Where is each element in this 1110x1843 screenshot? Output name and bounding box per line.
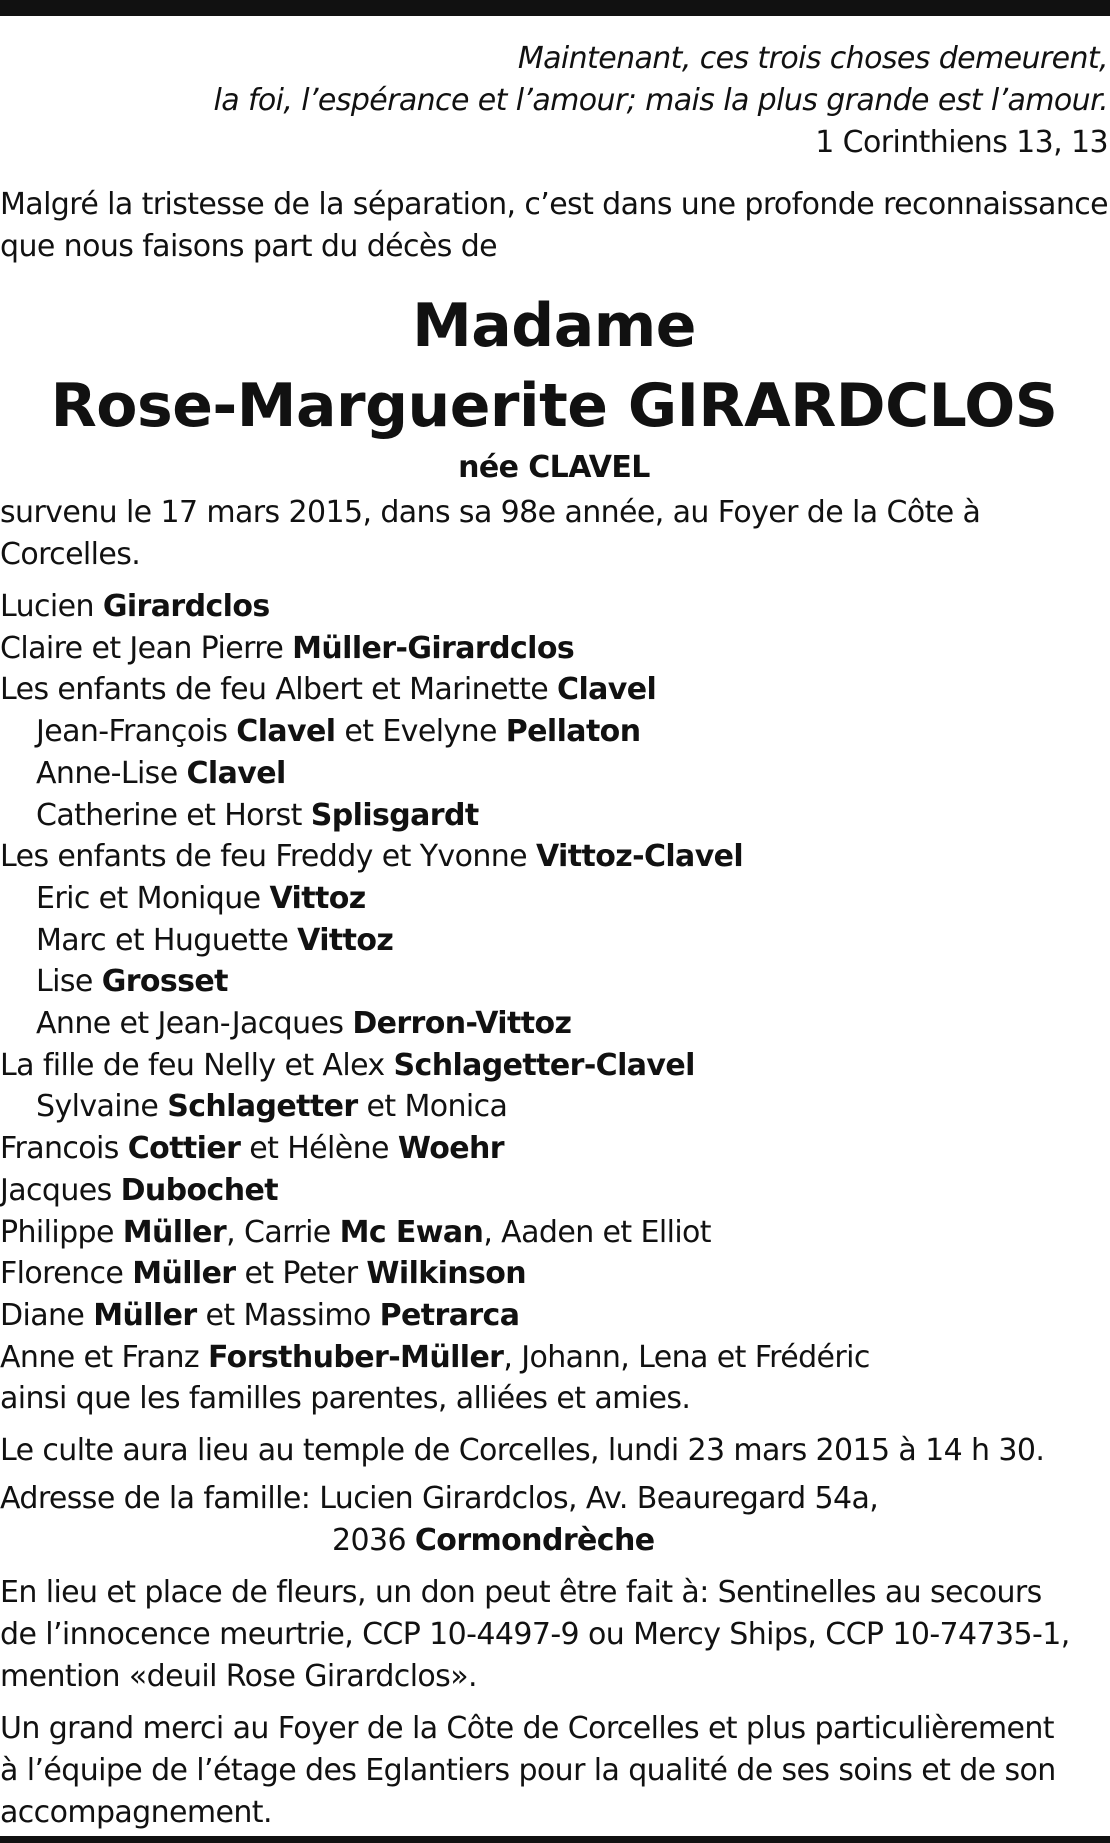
family-text: et Massimo [196,1297,380,1333]
address-line: Adresse de la famille: Lucien Girardclos, Av. Beauregard 54a, [0,1481,879,1517]
family-text: Catherine et Horst [36,797,311,833]
family-text: , Carrie [226,1214,340,1250]
family-surname: Woehr [397,1131,504,1167]
family-surname: Müller [122,1214,227,1250]
birth-name: née CLAVEL [458,450,650,485]
family-member-line [0,628,1108,670]
family-text: Marc et Huguette [36,922,298,958]
family-surname: Vittoz-Clavel [535,839,744,875]
family-text: Claire et Jean Pierre [0,630,293,666]
family-surname: Derron-Vittoz [352,1006,572,1042]
family-text: Lucien [0,589,103,624]
thanks-paragraph [0,1708,1108,1834]
family-surname: Vittoz [297,922,394,958]
family-text: Eric et Monique [36,880,270,916]
family-text: Anne et Jean-Jacques [36,1006,353,1042]
family-surname: Cottier [127,1131,241,1167]
bottom-rule [0,1836,1110,1843]
family-member-line [0,669,1108,711]
family-text: Anne et Franz [0,1339,208,1375]
family-surname: Schlagetter [167,1089,358,1125]
donation-line: mention «deuil Rose Girardclos». [0,1659,477,1695]
family-text: Jean-François [36,714,237,750]
family-text: , Aaden et Elliot [483,1214,711,1250]
intro-line: que nous faisons part du décès de [0,229,498,264]
family-surname: Vittoz [269,880,366,916]
family-member-line [0,1212,1108,1254]
family-member-line [0,1253,1108,1295]
donation-line: En lieu et place de fleurs, un don peut être fait à: Sentinelles au secours [0,1575,1042,1611]
family-surname: Clavel [186,755,286,791]
family-text: et Hélène [240,1131,398,1167]
family-member-line [0,961,1108,1003]
family-surname: Clavel [557,672,657,708]
thanks-line: Un grand merci au Foyer de la Côte de Corcelles et plus particulièrement [0,1711,1054,1747]
family-text: La fille de feu Nelly et Alex [0,1047,394,1083]
family-text: et Peter [235,1256,367,1292]
verse-line: la foi, l’espérance et l’amour; mais la plus grande est l’amour. [213,83,1108,118]
family-text: Diane [0,1297,94,1333]
family-surname: Grosset [101,964,228,1000]
family-text: , Johann, Lena et Frédéric [503,1339,870,1375]
family-surname: Pellaton [505,714,641,750]
family-text: et Monica [357,1089,508,1125]
family-surname: Splisgardt [310,797,479,833]
address-postcode: 2036 [332,1523,415,1559]
family-member-line [0,1003,1108,1045]
family-member-line [0,1170,1108,1212]
deceased-title: Madame [412,291,696,361]
verse-line: Maintenant, ces trois choses demeurent, [517,41,1108,76]
family-member-line [0,920,1108,962]
family-text: Les enfants de feu Freddy et Yvonne [0,839,536,875]
family-surname: Schlagetter-Clavel [393,1047,695,1083]
deceased-name: Rose-Marguerite GIRARDCLOS [50,371,1058,441]
family-member-line [0,795,1108,837]
family-surname: Clavel [236,714,336,750]
family-surname: Wilkinson [366,1256,527,1292]
family-surname: Müller-Girardclos [292,630,575,666]
family-text: Sylvaine [36,1089,168,1125]
thanks-line: accompagnement. [0,1795,272,1831]
family-member-line [0,753,1108,795]
family-surname: Dubochet [120,1172,278,1208]
family-surname: Müller [132,1256,236,1292]
family-address [0,1478,1108,1562]
family-surname: Mc Ewan [339,1214,484,1250]
family-member-line [0,1378,1108,1420]
top-rule [0,0,1110,16]
thanks-line: à l’équipe de l’étage des Eglantiers pour la qualité de ses soins et de son [0,1753,1056,1789]
family-text: Philippe [0,1214,123,1250]
intro-paragraph [0,184,1108,268]
family-surname: Petrarca [379,1297,520,1333]
family-text: Francois [0,1131,128,1167]
family-member-line [0,1086,1108,1128]
family-member-line [0,1295,1108,1337]
family-member-line [0,1045,1108,1087]
family-member-line [0,836,1108,878]
family-member-line [0,711,1108,753]
family-surname: Forsthuber-Müller [208,1339,504,1375]
notice-content [0,38,1108,1834]
verse-reference: 1 Corinthiens 13, 13 [815,125,1108,160]
family-text: Lise [36,964,102,1000]
intro-line: Malgré la tristesse de la séparation, c’est dans une profonde reconnaissance [0,187,1108,222]
family-member-line [0,1337,1108,1379]
family-member-line [0,1128,1108,1170]
family-text: Anne-Lise [36,755,187,791]
service-notice: Le culte aura lieu au temple de Corcelles, lundi 23 mars 2015 à 14 h 30. [0,1433,1045,1469]
family-surname: Girardclos [102,589,270,624]
family-surname: Müller [93,1297,197,1333]
donation-line: de l’innocence meurtrie, CCP 10-4497-9 ou Mercy Ships, CCP 10-74735-1, [0,1617,1070,1653]
address-locality [0,1520,1108,1562]
family-member-line [0,586,1108,628]
death-notice: survenu le 17 mars 2015, dans sa 98e année, au Foyer de la Côte à Corcelles. [0,495,981,572]
bible-verse [0,38,1108,164]
donation-paragraph [0,1572,1108,1698]
address-city: Cormondrèche [414,1523,655,1559]
family-list [0,586,1108,1420]
family-member-line [0,878,1108,920]
family-text: Jacques [0,1172,121,1208]
family-text: Les enfants de feu Albert et Marinette [0,672,558,708]
family-text: ainsi que les familles parentes, alliées et amies. [0,1381,691,1417]
deceased-name-block [0,286,1108,492]
family-text: Florence [0,1256,133,1292]
family-text: et Evelyne [335,714,506,750]
